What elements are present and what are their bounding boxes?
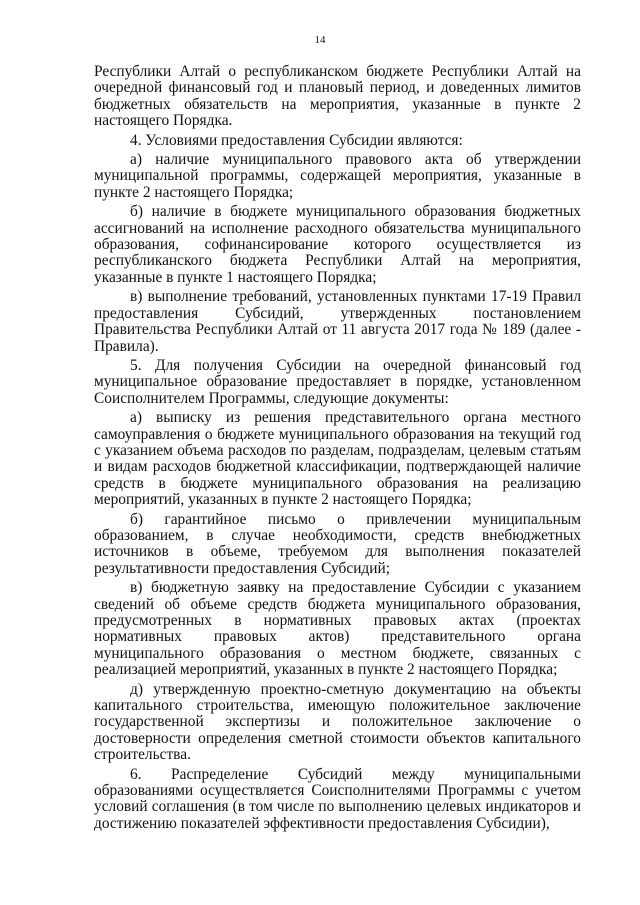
paragraph-item-5v: в) бюджетную заявку на предоставление Субсидии с указанием сведений об объеме средств бюджета муниципального образования, предусмотренных в нормативных правовых актах (проектах нормативных правовых актов) представительного органа муниципального образования о местном бюджете, связанных с реализацией мероприятий, указанных в пункте 2 настоящего Порядка; xyxy=(94,579,581,679)
paragraph-item-4v: в) выполнение требований, установленных пунктами 17-19 Правил предоставления Субсидий, утвержденных постановлением Правительства Республики Алтай от 11 августа 2017 года № 189 (далее - Правила). xyxy=(94,288,581,355)
paragraph-item-4: 4. Условиями предоставления Субсидии являются: xyxy=(130,131,463,149)
paragraph-item-4b: б) наличие в бюджете муниципального образования бюджетных ассигнований на исполнение расходного обязательства муниципального образования, софинансирование которого осуществляется из республиканского бюджета Республики Алтай на мероприятия, указанные в пункте 1 настоящего Порядка; xyxy=(94,203,581,286)
paragraph-item-4a: а) наличие муниципального правового акта об утверждении муниципальной программы, содержащей мероприятия, указанные в пункте 2 настоящего Порядка; xyxy=(94,151,581,201)
page-number: 14 xyxy=(314,34,326,46)
paragraph-item-5: 5. Для получения Субсидии на очередной финансовый год муниципальное образование предоставляет в порядке, установленном Соисполнителем Программы, следующие документы: xyxy=(94,356,581,407)
document-body xyxy=(94,64,581,835)
paragraph-item-5a: а) выписку из решения представительного органа местного самоуправления о бюджете муниципального образования на текущий год с указанием объема расходов по разделам, подразделам, целевым статьям и видам расходов бюджетной классификации, подтверждающей наличие средств в бюджете муниципального образования на реализацию мероприятий, указанных в пункте 2 настоящего Порядка; xyxy=(94,409,581,509)
paragraph-item-5b: б) гарантийное письмо о привлечении муниципальным образованием, в случае необходимости, средств внебюджетных источников в объеме, требуемом для выполнения показателей результативности предоставления Субсидий; xyxy=(94,510,581,577)
paragraph-item-5d: д) утвержденную проектно-сметную документацию на объекты капитального строительства, имеющую положительное заключение государственной экспертизы и положительное заключение о достоверности определения сметной стоимости объектов капитального строительства. xyxy=(94,680,581,764)
paragraph-continuation: Республики Алтай о республиканском бюджете Республики Алтай на очередной финансовый год и плановый период, и доведенных лимитов бюджетных обязательств на мероприятия, указанные в пункте 2 настоящего Порядка. xyxy=(94,63,581,130)
paragraph-item-6: 6. Распределение Субсидий между муниципальными образованиями осуществляется Соисполнителями Программы с учетом условий соглашения (в том числе по выполнению целевых индикаторов и достижению показателей эффективности предоставления Субсидии), xyxy=(94,765,581,832)
